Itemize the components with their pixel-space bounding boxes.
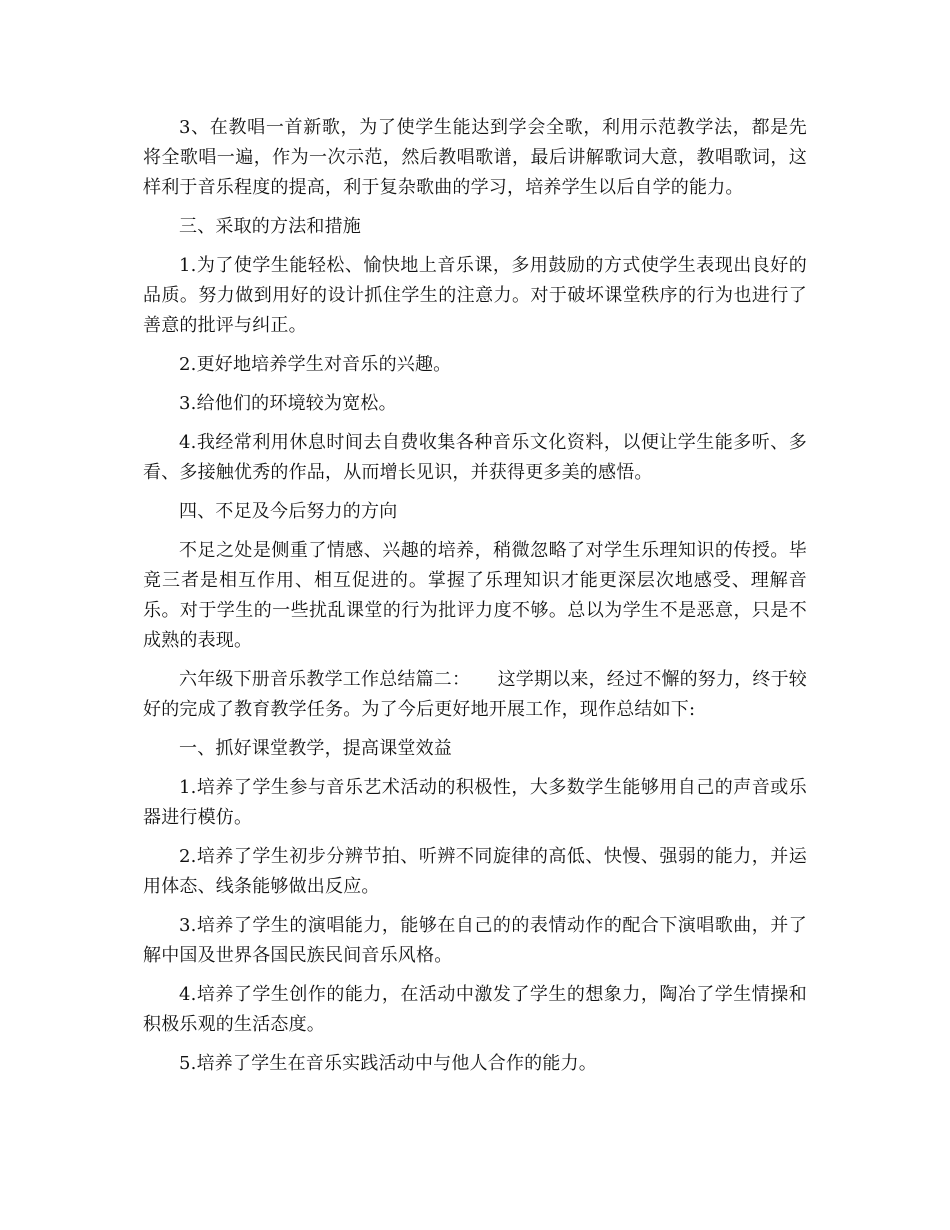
paragraph-outcome-5: 5.培养了学生在音乐实践活动中与他人合作的能力。 (179, 1053, 597, 1074)
paragraph-method-2: 2.更好地培养学生对音乐的兴趣。 (179, 354, 452, 375)
paragraph-item-3-teaching-new-song: 3、在教唱一首新歌，为了使学生能达到学会全歌，利用示范教学法，都是先将全歌唱一遍，作为一次示范，然后教唱歌谱，最后讲解歌词大意，教唱歌词，这样利于音乐程度的提高，利于复杂歌曲的学习，培养学生以后自学的能力。 (143, 117, 807, 198)
section-heading-shortcomings: 四、不足及今后努力的方向 (179, 501, 398, 522)
paragraph-outcome-4: 4.培养了学生创作的能力，在活动中激发了学生的想象力，陶冶了学生情操和积极乐观的生活态度。 (143, 984, 807, 1035)
paragraph-outcome-2: 2.培养了学生初步分辨节拍、听辨不同旋律的高低、快慢、强弱的能力，并运用体态、线条能够做出反应。 (143, 846, 807, 897)
paragraph-outcome-1: 1.培养了学生参与音乐艺术活动的积极性，大多数学生能够用自己的声音或乐器进行模仿。 (143, 777, 807, 828)
section-heading-methods-and-measures: 三、采取的方法和措施 (179, 216, 361, 237)
paragraph-summary-part-two-intro: 六年级下册音乐教学工作总结篇二： 这学期以来，经过不懈的努力，终于较好的完成了教育教学任务。为了今后更好地开展工作，现作总结如下: (143, 669, 807, 720)
paragraph-shortcomings: 不足之处是侧重了情感、兴趣的培养，稍微忽略了对学生乐理知识的传授。毕竟三者是相互作用、相互促进的。掌握了乐理知识才能更深层次地感受、理解音乐。对于学生的一些扰乱课堂的行为批评力度不够。总以为学生不是恶意，只是不成熟的表现。 (143, 540, 807, 651)
paragraph-method-3: 3.给他们的环境较为宽松。 (179, 393, 397, 414)
paragraph-outcome-3: 3.培养了学生的演唱能力，能够在自己的的表情动作的配合下演唱歌曲，并了解中国及世界各国民族民间音乐风格。 (143, 915, 807, 966)
paragraph-method-4: 4.我经常利用休息时间去自费收集各种音乐文化资料，以便让学生能多听、多看、多接触优秀的作品，从而增长见识，并获得更多美的感悟。 (143, 432, 807, 483)
paragraph-method-1: 1.为了使学生能轻松、愉快地上音乐课，多用鼓励的方式使学生表现出良好的品质。努力做到用好的设计抓住学生的注意力。对于破坏课堂秩序的行为也进行了善意的批评与纠正。 (143, 255, 807, 336)
section-heading-classroom-teaching: 一、抓好课堂教学，提高课堂效益 (179, 738, 452, 759)
document-body (143, 113, 807, 1088)
